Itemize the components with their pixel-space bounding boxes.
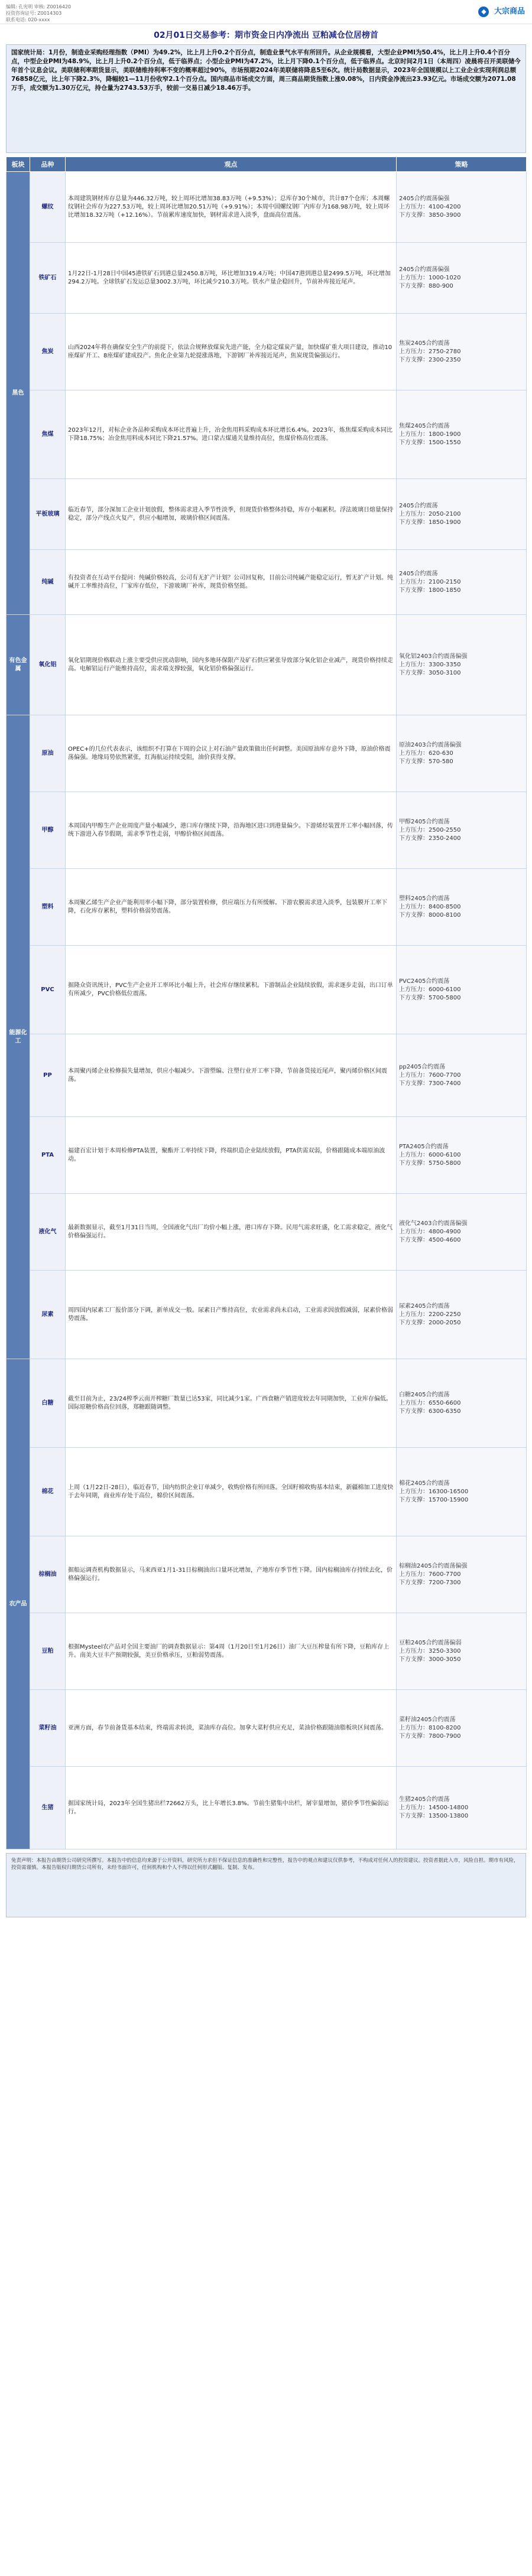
strategy-cell: 原油2403合约震荡偏强 上方压力：620-630 下方支撑：570-580 xyxy=(397,715,527,792)
item-cell: 塑料 xyxy=(30,869,66,946)
header-detail: 观点 xyxy=(66,157,397,172)
page-title: 02月01日交易参考：期市资金日内净流出 豆粕减仓位居榜首 xyxy=(154,31,378,40)
detail-cell: 亚洲方面，春节前备货基本结束，终端需求转淡，菜油库存高位。加拿大菜籽供应充足，菜油价格跟随油脂板块区间震荡。 xyxy=(66,1690,397,1767)
item-cell: 生猪 xyxy=(30,1767,66,1849)
detail-cell: 最新数据显示，截至1月31日当周，全国液化气出厂均价小幅上涨，港口库存下降。民用气需求旺盛，化工需求稳定，液化气价格偏强运行。 xyxy=(66,1194,397,1271)
item-cell: 甲醇 xyxy=(30,792,66,869)
detail-cell: 据国家统计局，2023年全国生猪出栏72662万头，比上年增长3.8%。节前生猪集中出栏，屠宰量增加，猪价季节性偏弱运行。 xyxy=(66,1767,397,1849)
item-cell: 液化气 xyxy=(30,1194,66,1271)
strategy-cell: 氧化铝2403合约震荡偏强 上方压力：3300-3350 下方支撑：3050-3100 xyxy=(397,615,527,715)
strategy-cell: 白糖2405合约震荡 上方压力：6550-6600 下方支撑：6300-6350 xyxy=(397,1359,527,1448)
detail-cell: 截至目前为止，23/24榨季云南开榨糖厂数量已达53家，同比减少1家。广西食糖产销进度较去年同期加快，工业库存偏低。国际原糖价格高位回落，郑糖跟随调整。 xyxy=(66,1359,397,1448)
detail-cell: 本周国内甲醇生产企业周度产量小幅减少，港口库存继续下降，沿海地区进口到港量偏少。下游烯烃装置开工率小幅回落，传统下游进入春节假期，需求季节性走弱，甲醇价格区间震荡。 xyxy=(66,792,397,869)
detail-cell: 2023年12月，对标企业各品种采购成本环比普遍上升，冶金焦用料采购成本环比增长6.4%。2023年，炼焦煤采购成本同比下降18.75%；冶金焦用料成本同比下降21.57%。进口蒙古煤通关量维持高位，焦煤价格高位震荡。 xyxy=(66,390,397,479)
strategy-cell: 棕榈油2405合约震荡偏强 上方压力：7600-7700 下方支撑：7200-7300 xyxy=(397,1536,527,1613)
strategy-cell: 生猪2405合约震荡 上方压力：14500-14800 下方支撑：13500-13800 xyxy=(397,1767,527,1849)
strategy-cell: 菜籽油2405合约震荡 上方压力：8100-8200 下方支撑：7800-7900 xyxy=(397,1690,527,1767)
item-cell: 原油 xyxy=(30,715,66,792)
logo-icon: ◆ xyxy=(478,6,489,17)
table-row xyxy=(7,1271,527,1359)
detail-cell: OPEC+的几位代表表示，该组织不打算在下周的会议上对石油产量政策做出任何调整。美国原油库存意外下降，原油价格震荡偏强。地缘局势依然紧张，红海航运持续受阻，油价获得支撑。 xyxy=(66,715,397,792)
table-row xyxy=(7,1448,527,1536)
header-strategy: 策略 xyxy=(397,157,527,172)
item-cell: 棉花 xyxy=(30,1448,66,1536)
meta-line-1: 编辑: 孔宪明 审核: Z0016420 xyxy=(6,4,72,9)
strategy-cell: 棉花2405合约震荡 上方压力：16300-16500 下方支撑：15700-15900 xyxy=(397,1448,527,1536)
table-row xyxy=(7,1613,527,1690)
table-row xyxy=(7,1034,527,1117)
reference-table xyxy=(6,157,527,1849)
detail-cell: 本周聚丙烯企业检修损失量增加，供应小幅减少。下游塑编、注塑行业开工率下降，节前备货接近尾声，聚丙烯价格区间震荡。 xyxy=(66,1034,397,1117)
table-row xyxy=(7,1194,527,1271)
strategy-cell: 甲醇2405合约震荡 上方压力：2500-2550 下方支撑：2350-2400 xyxy=(397,792,527,869)
summary-box: 国家统计局：1月份，制造业采购经理指数（PMI）为49.2%，比上月上升0.2个百分点，制造业景气水平有所回升。从企业规模看，大型企业PMI为50.4%，比上月上升0.4个百分点，中型企业PMI为48.9%，比上月上升0.2个百分点，低于临界点；小型企业PMI为47.2%，比上月下降0.1个百分点，低于临界点。北京时间2月1日（本周四）凌晨将召开美联储今年首个议息会议。美联储利率期货显示，美联储维持利率不变的概率超过90%，市场预期2024年美联储将降息5至6次。统计局数据显示，2023年全国规模以上工业企业实现利润总额76858亿元，比上年下降2.3%，降幅较1—11月份收窄2.1个百分点。国内商品市场成交方面，周三商品期货指数上涨0.08%，日内资金净流出23.93亿元。市场成交额为2071.08万手，成交额为1.30万亿元，持仓量为2743.53万手，较前一交易日减少18.46万手。 xyxy=(6,44,526,153)
item-cell: 焦炭 xyxy=(30,314,66,390)
detail-cell: 临近春节，部分深加工企业计划放假，整体需求进入季节性淡季，但现货价格整体持稳，库存小幅累积。浮法玻璃日熔量保持稳定，部分产线点火复产，供应小幅增加，玻璃价格区间震荡。 xyxy=(66,479,397,550)
item-cell: 焦煤 xyxy=(30,390,66,479)
detail-cell: 上周（1月22日-28日），临近春节，国内纺织企业订单减少，收购价格有所回落。全国籽棉收购基本结束，新疆棉加工进度快于去年同期，商业库存处于高位，棉价区间震荡。 xyxy=(66,1448,397,1536)
item-cell: 豆粕 xyxy=(30,1613,66,1690)
brand-logo xyxy=(478,5,525,17)
detail-cell: 山西2024年将在确保安全生产的前提下，依法合规释放煤炭先进产能，全力稳定煤炭产量，加快煤矿重大项目建设，推动10座煤矿开工、8座煤矿建成投产。焦化企业第九轮提涨落地，下游钢厂补库接近尾声，焦炭现货偏强运行。 xyxy=(66,314,397,390)
table-row xyxy=(7,550,527,615)
table-row xyxy=(7,792,527,869)
table-row xyxy=(7,615,527,715)
detail-cell: 1月22日-1月28日中国45港铁矿石到港总量2450.8万吨，环比增加319.4万吨；中国47港到港总量2499.5万吨，环比增加294.2万吨。全球铁矿石发运总量3002.3万吨，环比减少210.3万吨。铁水产量企稳回升，节前补库接近尾声。 xyxy=(66,243,397,314)
detail-cell: 据船运调查机构数据显示，马来西亚1月1-31日棕榈油出口量环比增加，产地库存季节性下降。国内棕榈油库存持续去化，价格偏强运行。 xyxy=(66,1536,397,1613)
strategy-cell: 2405合约震荡偏强 上方压力：1000-1020 下方支撑：880-900 xyxy=(397,243,527,314)
detail-cell: 氧化铝期现价格联动上涨主要受供应扰动影响，国内多地环保限产及矿石供应紧张导致部分氧化铝企业减产，现货价格持续走高。电解铝运行产能维持高位，需求端支撑较强，氧化铝价格偏强运行。 xyxy=(66,615,397,715)
meta-line-2: 投资咨询证号: Z0014303 xyxy=(6,11,62,16)
item-cell: 螺纹 xyxy=(30,172,66,243)
detail-cell: 根据Mysteel农产品对全国主要油厂的调查数据显示：第4周（1月20日至1月26日）油厂大豆压榨量有所下降，豆粕库存上升。南美大豆丰产预期较强，美豆价格承压，豆粕弱势震荡。 xyxy=(66,1613,397,1690)
table-row xyxy=(7,1690,527,1767)
strategy-cell: PVC2405合约震荡 上方压力：6000-6100 下方支撑：5700-5800 xyxy=(397,946,527,1034)
sector-cell: 黑色 xyxy=(7,172,30,615)
table-row xyxy=(7,1767,527,1849)
item-cell: PP xyxy=(30,1034,66,1117)
item-cell: 白糖 xyxy=(30,1359,66,1448)
strategy-cell: pp2405合约震荡 上方压力：7600-7700 下方支撑：7300-7400 xyxy=(397,1034,527,1117)
strategy-cell: 塑料2405合约震荡 上方压力：8400-8500 下方支撑：8000-8100 xyxy=(397,869,527,946)
table-row xyxy=(7,479,527,550)
strategy-cell: PTA2405合约震荡 上方压力：6000-6100 下方支撑：5750-5800 xyxy=(397,1117,527,1194)
strategy-cell: 焦炭2405合约震荡 上方压力：2750-2780 下方支撑：2300-2350 xyxy=(397,314,527,390)
table-row xyxy=(7,946,527,1034)
item-cell: PTA xyxy=(30,1117,66,1194)
detail-cell: 本周聚乙烯生产企业产能利用率小幅下降，部分装置检修，供应端压力有所缓解。下游农膜需求进入淡季，包装膜开工率下降，石化库存累积，塑料价格弱势震荡。 xyxy=(66,869,397,946)
table-row xyxy=(7,172,527,243)
sector-cell: 农产品 xyxy=(7,1359,30,1849)
top-bar xyxy=(0,0,532,24)
header-item: 品种 xyxy=(30,157,66,172)
detail-cell: 本周建筑钢材库存总量为446.32万吨，较上周环比增加38.83万吨（+9.53%）；总库存30个城市，共计87个仓库；本周螺纹钢社会库存为227.53万吨，较上周环比增加20.51万吨（+9.91%）；本周中国螺纹钢厂内库存为168.98万吨，较上周环比增加18.32万吨（+12.16%）。节前累库速度加快，钢材需求进入淡季，盘面高位震荡。 xyxy=(66,172,397,243)
strategy-cell: 2405合约震荡 上方压力：2050-2100 下方支撑：1850-1900 xyxy=(397,479,527,550)
sector-cell: 有色金属 xyxy=(7,615,30,715)
detail-cell: 有投资者在互动平台提问：纯碱价格较高，公司有无扩产计划？公司回复称，目前公司纯碱产能稳定运行，暂无扩产计划。纯碱开工率维持高位，厂家库存低位，下游玻璃厂补库，现货价格坚挺。 xyxy=(66,550,397,615)
table-header-row xyxy=(7,157,527,172)
item-cell: 平板玻璃 xyxy=(30,479,66,550)
table-body xyxy=(7,172,527,1849)
detail-cell: 周四国内尿素工厂报价部分下调，新单成交一般。尿素日产维持高位，农业需求尚未启动，工业需求因放假减弱，尿素价格弱势震荡。 xyxy=(66,1271,397,1359)
strategy-cell: 液化气2403合约震荡偏强 上方压力：4800-4900 下方支撑：4500-4600 xyxy=(397,1194,527,1271)
logo-text: 大宗商品 xyxy=(494,7,525,16)
item-cell: 尿素 xyxy=(30,1271,66,1359)
strategy-cell: 焦煤2405合约震荡 上方压力：1800-1900 下方支撑：1500-1550 xyxy=(397,390,527,479)
table-row xyxy=(7,1536,527,1613)
table-row xyxy=(7,243,527,314)
strategy-cell: 豆粕2405合约震荡偏弱 上方压力：3250-3300 下方支撑：3000-3050 xyxy=(397,1613,527,1690)
table-row xyxy=(7,869,527,946)
item-cell: 氧化铝 xyxy=(30,615,66,715)
sector-cell: 能源化工 xyxy=(7,715,30,1359)
item-cell: PVC xyxy=(30,946,66,1034)
detail-cell: 据隆众资讯统计，PVC生产企业开工率环比小幅上升，社会库存继续累积。下游制品企业陆续放假，需求逐步走弱，出口订单有所减少，PVC价格低位震荡。 xyxy=(66,946,397,1034)
table-row xyxy=(7,715,527,792)
strategy-cell: 2405合约震荡偏强 上方压力：4100-4200 下方支撑：3850-3900 xyxy=(397,172,527,243)
disclaimer: 免责声明：本报告由期货公司研究所撰写。本报告中的信息均来源于公开资料，研究所力求但不保证信息的准确性和完整性，报告中的观点和建议仅供参考，不构成对任何人的投资建议。投资者据此入市，风险自担。期市有风险，投资需谨慎。本报告版权归期货公司所有，未经书面许可，任何机构和个人不得以任何形式翻版、复制、发布。 xyxy=(6,1853,526,1917)
table-row xyxy=(7,390,527,479)
header-sector: 板块 xyxy=(7,157,30,172)
meta-line-3: 联系电话: 020-xxxx xyxy=(6,17,50,22)
item-cell: 棕榈油 xyxy=(30,1536,66,1613)
table-row xyxy=(7,1359,527,1448)
table-row xyxy=(7,1117,527,1194)
detail-cell: 福建百宏计划于本周检修PTA装置，聚酯开工率持续下降，终端织造企业陆续放假，PTA供需双弱，价格跟随成本端原油波动。 xyxy=(66,1117,397,1194)
item-cell: 铁矿石 xyxy=(30,243,66,314)
header-meta xyxy=(6,4,71,23)
item-cell: 菜籽油 xyxy=(30,1690,66,1767)
strategy-cell: 尿素2405合约震荡 上方压力：2200-2250 下方支撑：2000-2050 xyxy=(397,1271,527,1359)
strategy-cell: 2405合约震荡 上方压力：2100-2150 下方支撑：1800-1850 xyxy=(397,550,527,615)
item-cell: 纯碱 xyxy=(30,550,66,615)
table-row xyxy=(7,314,527,390)
